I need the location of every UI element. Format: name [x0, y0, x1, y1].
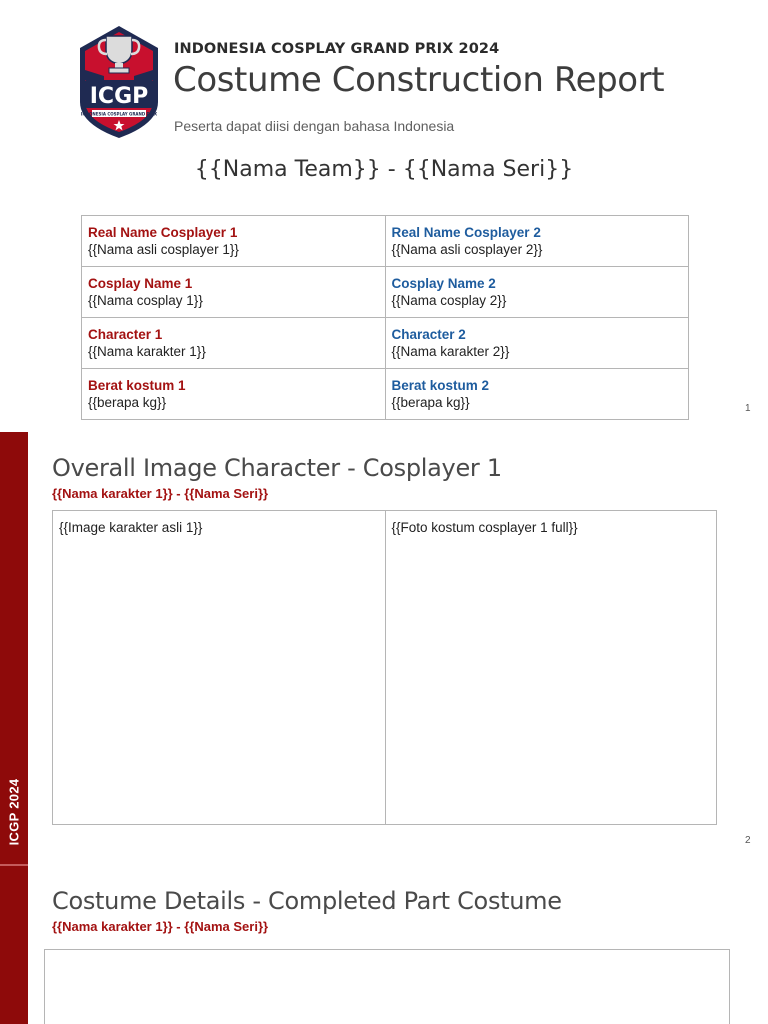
- table-cell: [82, 267, 386, 318]
- field-label: Character 1: [88, 327, 163, 342]
- event-title: INDONESIA COSPLAY GRAND PRIX 2024: [174, 41, 500, 57]
- field-value[interactable]: {{Nama cosplay 2}}: [391, 293, 507, 308]
- table-cell: [385, 369, 689, 420]
- table-cell: [82, 369, 386, 420]
- side-band-divider: [0, 864, 28, 866]
- icgp-logo: [76, 24, 162, 140]
- side-band: [0, 432, 28, 1024]
- overall-section-title: Overall Image Character - Cosplayer 1: [52, 454, 502, 482]
- field-label: Cosplay Name 1: [88, 276, 193, 291]
- costume-details-box[interactable]: [44, 949, 730, 1024]
- table-row: [82, 369, 689, 420]
- overall-image-table: [52, 510, 717, 825]
- field-value[interactable]: {{Nama asli cosplayer 2}}: [391, 242, 543, 257]
- side-band-label: ICGP 2024: [6, 778, 22, 846]
- details-section-subtitle: {{Nama karakter 1}} - {{Nama Seri}}: [52, 919, 269, 934]
- field-value[interactable]: {{Nama karakter 1}}: [88, 344, 206, 359]
- table-cell: [385, 216, 689, 267]
- page-number: 1: [745, 403, 751, 414]
- cosplayer-info-table: [81, 215, 689, 420]
- field-value[interactable]: {{berapa kg}}: [391, 395, 470, 410]
- costume-photo-cell[interactable]: {{Foto kostum cosplayer 1 full}}: [385, 511, 717, 824]
- original-character-image-cell[interactable]: {{Image karakter asli 1}}: [59, 520, 203, 535]
- field-value[interactable]: {{berapa kg}}: [88, 395, 167, 410]
- table-row: [82, 318, 689, 369]
- table-cell: [82, 318, 386, 369]
- table-cell: [82, 216, 386, 267]
- overall-section-subtitle: {{Nama karakter 1}} - {{Nama Seri}}: [52, 486, 269, 501]
- table-row: [82, 216, 689, 267]
- report-title: Costume Construction Report: [173, 60, 665, 100]
- table-row: [82, 267, 689, 318]
- field-value[interactable]: {{Nama cosplay 1}}: [88, 293, 203, 308]
- field-label: Berat kostum 2: [391, 378, 490, 393]
- field-value[interactable]: {{Nama asli cosplayer 1}}: [88, 242, 239, 257]
- logo-text: ICGP: [89, 84, 149, 109]
- field-label: Cosplay Name 2: [391, 276, 496, 291]
- report-subtitle: Peserta dapat diisi dengan bahasa Indonesia: [174, 118, 455, 134]
- team-series-heading: {{Nama Team}} - {{Nama Seri}}: [194, 157, 574, 182]
- logo-subtext: INDONESIA COSPLAY GRAND PRIX: [80, 111, 158, 117]
- details-section-title: Costume Details - Completed Part Costume: [52, 887, 562, 915]
- field-value[interactable]: {{Nama karakter 2}}: [391, 344, 510, 359]
- page-number: 2: [745, 835, 751, 846]
- field-label: Real Name Cosplayer 1: [88, 225, 238, 240]
- field-label: Character 2: [391, 327, 466, 342]
- field-label: Berat kostum 1: [88, 378, 186, 393]
- table-cell: [385, 267, 689, 318]
- table-cell: [385, 318, 689, 369]
- field-label: Real Name Cosplayer 2: [391, 225, 541, 240]
